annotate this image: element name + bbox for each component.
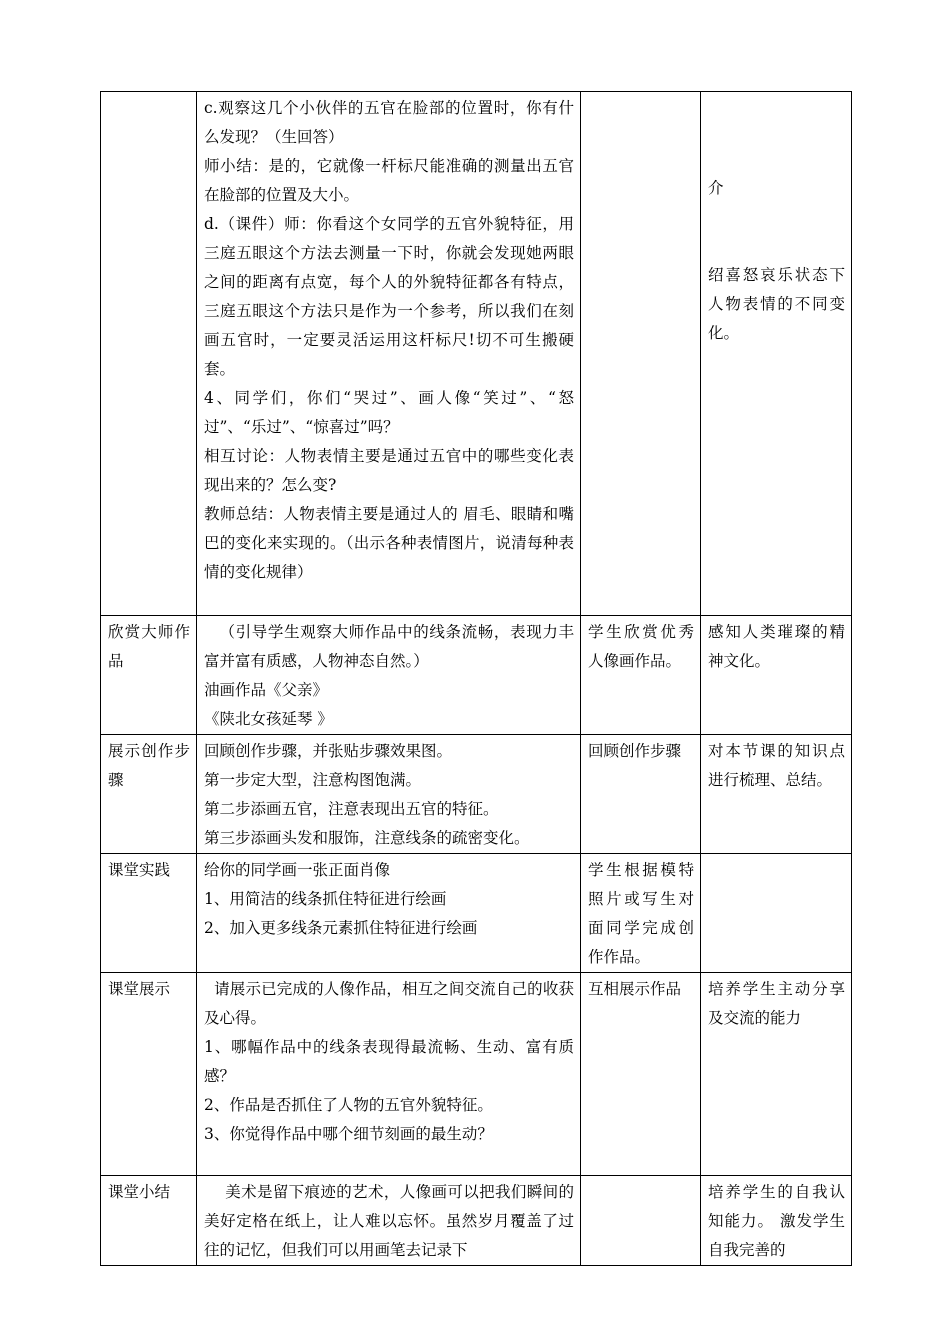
content-paragraph: （引导学生观察大师作品中的线条流畅，表现力丰富并富有质感，人物神态自然。） [204, 623, 574, 670]
content-paragraph: 请展示已完成的人像作品，相互之间交流自己的收获及心得。 [204, 980, 574, 1027]
student-activity-cell [581, 1176, 701, 1266]
content-paragraph: 给你的同学画一张正面肖像 [204, 861, 391, 879]
lesson-plan-table [100, 91, 852, 1266]
intent-cell: 感知人类璀璨的精神文化。 [701, 616, 852, 735]
table-row [101, 616, 852, 735]
content-cell [197, 735, 581, 854]
content-cell [197, 616, 581, 735]
content-paragraph: 第三步添画头发和服饰，注意线条的疏密变化。 [204, 829, 530, 847]
table-row [101, 854, 852, 973]
intent-cell [701, 92, 852, 616]
intent-cell: 对本节课的知识点进行梳理、总结。 [701, 735, 852, 854]
student-activity-cell: 回顾创作步骤 [581, 735, 701, 854]
table-row [101, 1176, 852, 1266]
content-paragraph: 3、你觉得作品中哪个细节刻画的最生动？ [204, 1125, 493, 1143]
student-activity-cell: 互相展示作品 [581, 973, 701, 1176]
content-paragraph: 相互讨论：人物表情主要是通过五官中的哪些变化表现出来的？怎么变? [204, 447, 574, 494]
content-paragraph: 第一步定大型，注意构图饱满。 [204, 771, 422, 789]
intent-cell: 培养学生的自我认知能力。 激发学生自我完善的 [701, 1176, 852, 1266]
content-paragraph: 油画作品《父亲》 [204, 681, 329, 699]
section-cell [101, 92, 197, 616]
content-paragraph: 2、作品是否抓住了人物的五官外貌特征。 [204, 1096, 493, 1114]
content-cell [197, 854, 581, 973]
content-cell [197, 1176, 581, 1266]
student-activity-cell: 学生欣赏优秀人像画作品。 [581, 616, 701, 735]
content-paragraph: 2、加入更多线条元素抓住特征进行绘画 [204, 919, 478, 937]
student-activity-cell [581, 92, 701, 616]
content-paragraph: 教师总结：人物表情主要是通过人的 眉毛、眼睛和嘴巴的变化来实现的。（出示各种表情图片，说清每种表情的变化规律） [204, 505, 574, 581]
content-paragraph: 回顾创作步骤，并张贴步骤效果图。 [204, 742, 453, 760]
content-paragraph: 美术是留下痕迹的艺术，人像画可以把我们瞬间的美好定格在纸上，让人难以忘怀。虽然岁月覆盖了过往的记忆，但我们可以用画笔去记录下 [204, 1183, 574, 1259]
content-paragraph: 1、用简洁的线条抓住特征进行绘画 [204, 890, 447, 908]
intent-text: 绍喜怒哀乐状态下人物表情的不同变化。 [708, 266, 845, 342]
content-paragraph: c.观察这几个小伙伴的五官在脸部的位置时，你有什么发现？（生回答） [204, 99, 574, 146]
section-cell: 课堂实践 [101, 854, 197, 973]
content-paragraph: 师小结：是的，它就像一杆标尺能准确的测量出五官在脸部的位置及大小。 [204, 157, 574, 204]
section-cell: 欣赏大师作品 [101, 616, 197, 735]
intent-cell: 培养学生主动分享及交流的能力 [701, 973, 852, 1176]
table-row [101, 973, 852, 1176]
section-cell: 课堂展示 [101, 973, 197, 1176]
content-paragraph: 4、同学们，你们“哭过”、画人像“笑过”、“怒过”、“乐过”、“惊喜过”吗？ [204, 389, 574, 436]
content-paragraph: 1、哪幅作品中的线条表现得最流畅、生动、富有质感？ [204, 1038, 574, 1085]
content-paragraph: 《陕北女孩延琴 》 [204, 710, 333, 728]
content-paragraph: d.（课件）师：你看这个女同学的五官外貌特征，用三庭五眼这个方法去测量一下时，你就会发现她两眼之间的距离有点宽，每个人的外貌特征都各有特点，三庭五眼这个方法只是作为一个参考，所以我们在刻画五官时，一定要灵活运用这杆标尺!切不可生搬硬套。 [204, 215, 574, 378]
section-cell: 展示创作步骤 [101, 735, 197, 854]
content-paragraph: 第二步添画五官，注意表现出五官的特征。 [204, 800, 499, 818]
section-cell: 课堂小结 [101, 1176, 197, 1266]
table-row [101, 735, 852, 854]
student-activity-cell: 学生根据模特照片或写生对面同学完成创作作品。 [581, 854, 701, 973]
content-cell [197, 92, 581, 616]
intent-cell [701, 854, 852, 973]
table-row [101, 92, 852, 616]
content-cell [197, 973, 581, 1176]
intent-text: 介 [708, 179, 724, 197]
